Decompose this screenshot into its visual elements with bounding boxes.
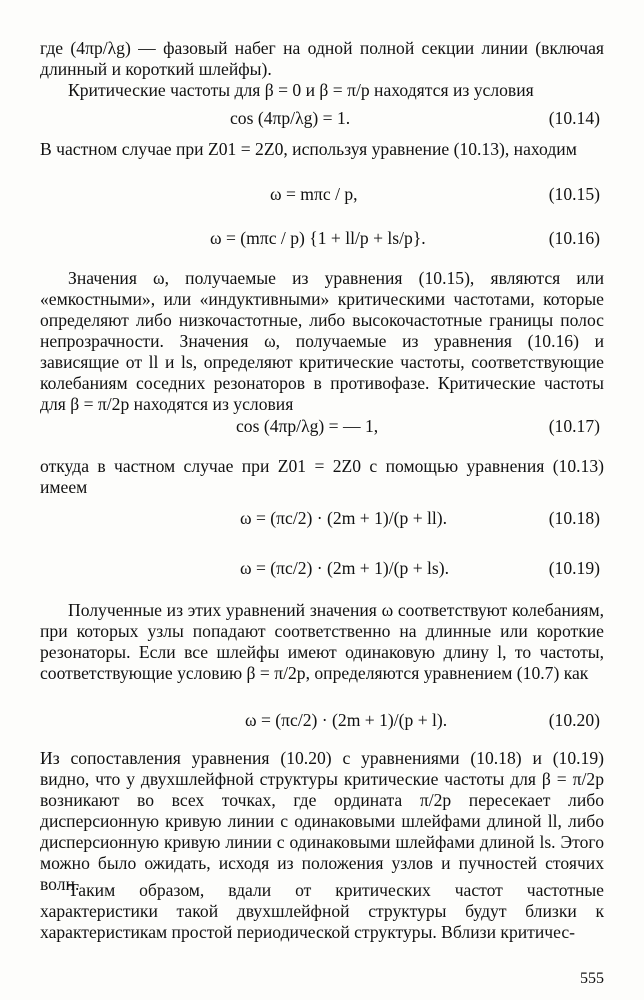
equation-formula: cos (4πp/λg) = — 1,	[236, 416, 379, 436]
equation-formula: ω = (πc/2) · (2m + 1)/(p + l).	[245, 710, 448, 730]
equation-formula: ω = mπc / p,	[270, 184, 358, 204]
paragraph-phase-shift: где (4πp/λg) — фазовый набег на одной полной секции линии (включая длинный и короткий шлейфы).	[40, 38, 604, 79]
equation-number: (10.20)	[548, 710, 600, 730]
paragraph-critical-condition: Критические частоты для β = 0 и β = π/p находятся из условия	[68, 80, 534, 100]
paragraph-omega-values: Значения ω, получаемые из уравнения (10.15), являются или «емкостными», или «индуктивными» критическими частотами, которые определяют либо низкочастотные, либо высокочастотные границы полос непрозрачности. Значения ω, получаемые из уравнения (10.16) и зависящие от ll и ls, определяют критические частоты, соответствующие колебаниям соседних резонаторов в противофазе. Критические частоты для β = π/2p находятся из условия	[40, 268, 604, 414]
equation-formula: ω = (mπc / p) {1 + ll/p + ls/p}.	[210, 228, 426, 248]
equation-10-15	[40, 184, 604, 216]
equation-number: (10.15)	[548, 184, 600, 204]
equation-number: (10.19)	[548, 558, 600, 578]
paragraph-conclusion: Таким образом, вдали от критических частот частотные характеристики такой двухшлейфной структуры будут близки к характеристикам простой периодической структуры. Вблизи критичес-	[40, 880, 604, 942]
page-number: 555	[580, 970, 604, 987]
paragraph-special-case: В частном случае при Z01 = 2Z0, используя уравнение (10.13), находим	[40, 139, 577, 159]
equation-formula: cos (4πp/λg) = 1.	[230, 108, 351, 128]
equation-formula: ω = (πc/2) · (2m + 1)/(p + ls).	[240, 558, 450, 578]
equation-10-17	[40, 416, 604, 448]
equation-10-14	[40, 108, 604, 140]
paragraph-comparison: Из сопоставления уравнения (10.20) с уравнениями (10.18) и (10.19) видно, что у двухшлейфной структуры критические частоты для β = π/2p возникают во всех точках, где ордината π/2p пересекает либо дисперсионную кривую линии с одинаковыми шлейфами длиной ll, либо дисперсионную кривую линии с одинаковыми шлейфами длиной ls. Этого можно было ожидать, исходя из положения узлов и пучностей стоячих волн.	[40, 748, 604, 894]
equation-10-16	[40, 228, 604, 260]
equation-number: (10.17)	[548, 416, 600, 436]
equation-10-20	[40, 710, 604, 742]
equation-10-18	[40, 508, 604, 540]
paragraph-whence: откуда в частном случае при Z01 = 2Z0 с помощью уравнения (10.13) имеем	[40, 456, 604, 497]
equation-number: (10.18)	[548, 508, 600, 528]
equation-10-19	[40, 558, 604, 590]
paragraph-resulting-values: Полученные из этих уравнений значения ω соответствуют колебаниям, при которых узлы попадают соответственно на длинные или короткие резонаторы. Если все шлейфы имеют одинаковую длину l, то частоты, соответствующие условию β = π/2p, определяются уравнением (10.7) как	[40, 600, 604, 683]
equation-number: (10.16)	[548, 228, 600, 248]
equation-number: (10.14)	[548, 108, 600, 128]
equation-formula: ω = (πc/2) · (2m + 1)/(p + ll).	[240, 508, 448, 528]
